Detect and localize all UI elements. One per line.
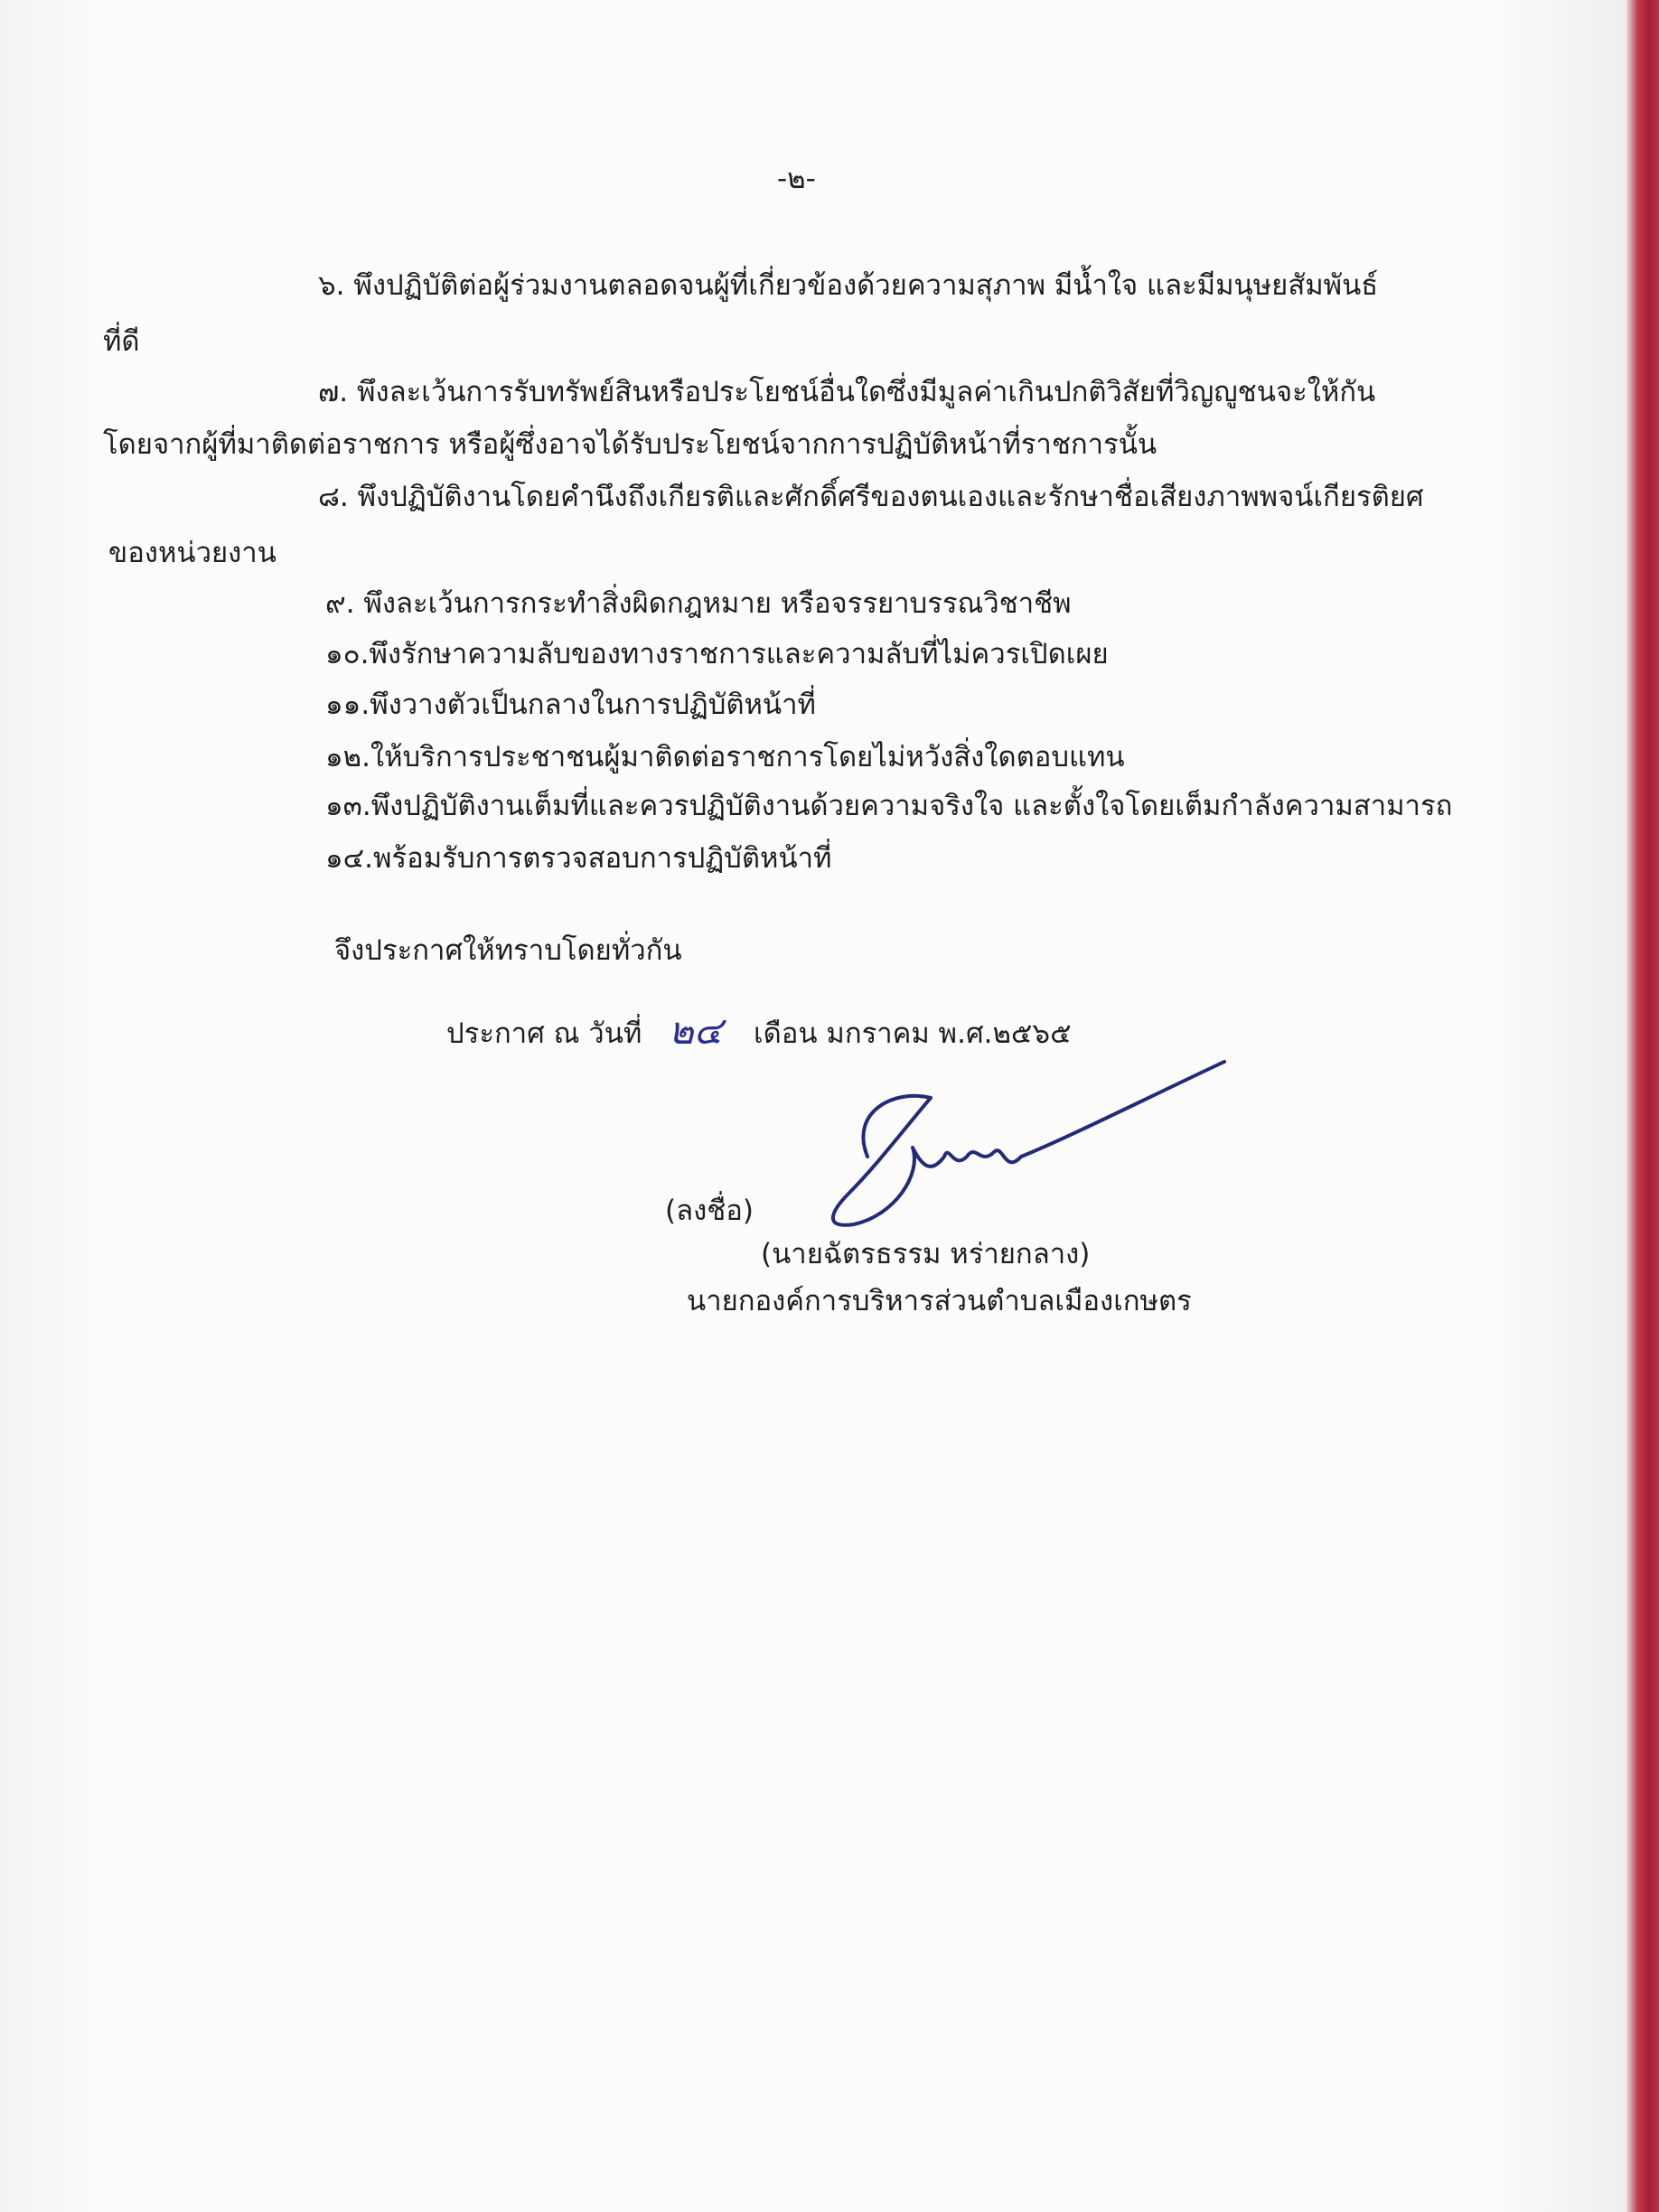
item-14: ๑๔.พร้อมรับการตรวจสอบการปฏิบัติหน้าที่ [325, 842, 832, 875]
date-prefix: ประกาศ ณ วันที่ [446, 1017, 642, 1050]
item-8: ๘. พึงปฏิบัติงานโดยคำนึงถึงเกียรติและศักดิ์ศรีของตนเองและรักษาชื่อเสียงภาพพจน์เกียรติยศ [318, 481, 1424, 513]
announcement-text: จึงประกาศให้ทราบโดยทั่วกัน [334, 934, 682, 967]
signer-name: (นายฉัตรธรรม หร่ายกลาง) [761, 1238, 1091, 1270]
item-11: ๑๑.พึงวางตัวเป็นกลางในการปฏิบัติหน้าที่ [325, 689, 816, 721]
item-7-continued: โดยจากผู้ที่มาติดต่อราชการ หรือผู้ซึ่งอาจได้รับประโยชน์จากการปฏิบัติหน้าที่ราชการนั้น [103, 428, 1158, 461]
red-page-edge [1626, 0, 1659, 2212]
signer-title: นายกองค์การบริหารส่วนตำบลเมืองเกษตร [687, 1285, 1192, 1317]
page-number: -๒- [777, 163, 816, 195]
item-8-continued: ของหน่วยงาน [108, 537, 276, 569]
item-9: ๙. พึงละเว้นการกระทำสิ่งผิดกฎหมาย หรือจรรยาบรรณวิชาชีพ [325, 587, 1072, 620]
date-suffix: เดือน มกราคม พ.ศ.๒๕๖๕ [754, 1017, 1072, 1050]
item-10: ๑๐.พึงรักษาความลับของทางราชการและความลับที่ไม่ควรเปิดเผย [325, 638, 1109, 670]
item-12: ๑๒.ให้บริการประชาชนผู้มาติดต่อราชการโดยไม่หวังสิ่งใดตอบแทน [325, 741, 1125, 773]
signed-label: (ลงชื่อ) [665, 1195, 754, 1227]
item-7: ๗. พึงละเว้นการรับทรัพย์สินหรือประโยชน์อื่นใดซึ่งมีมูลค่าเกินปกติวิสัยที่วิญญูชนจะให้กัน [318, 376, 1376, 408]
item-6: ๖. พึงปฏิบัติต่อผู้ร่วมงานตลอดจนผู้ที่เกี่ยวข้องด้วยความสุภาพ มีน้ำใจ และมีมนุษยสัมพันธ์ [318, 269, 1379, 302]
signature [813, 1057, 1238, 1238]
handwritten-date-day: ๒๔ [669, 1008, 723, 1053]
item-6-continued: ที่ดี [103, 325, 140, 358]
item-13: ๑๓.พึงปฏิบัติงานเต็มที่และควรปฏิบัติงานด้วยความจริงใจ และตั้งใจโดยเต็มกำลังความสามารถ [325, 790, 1453, 822]
